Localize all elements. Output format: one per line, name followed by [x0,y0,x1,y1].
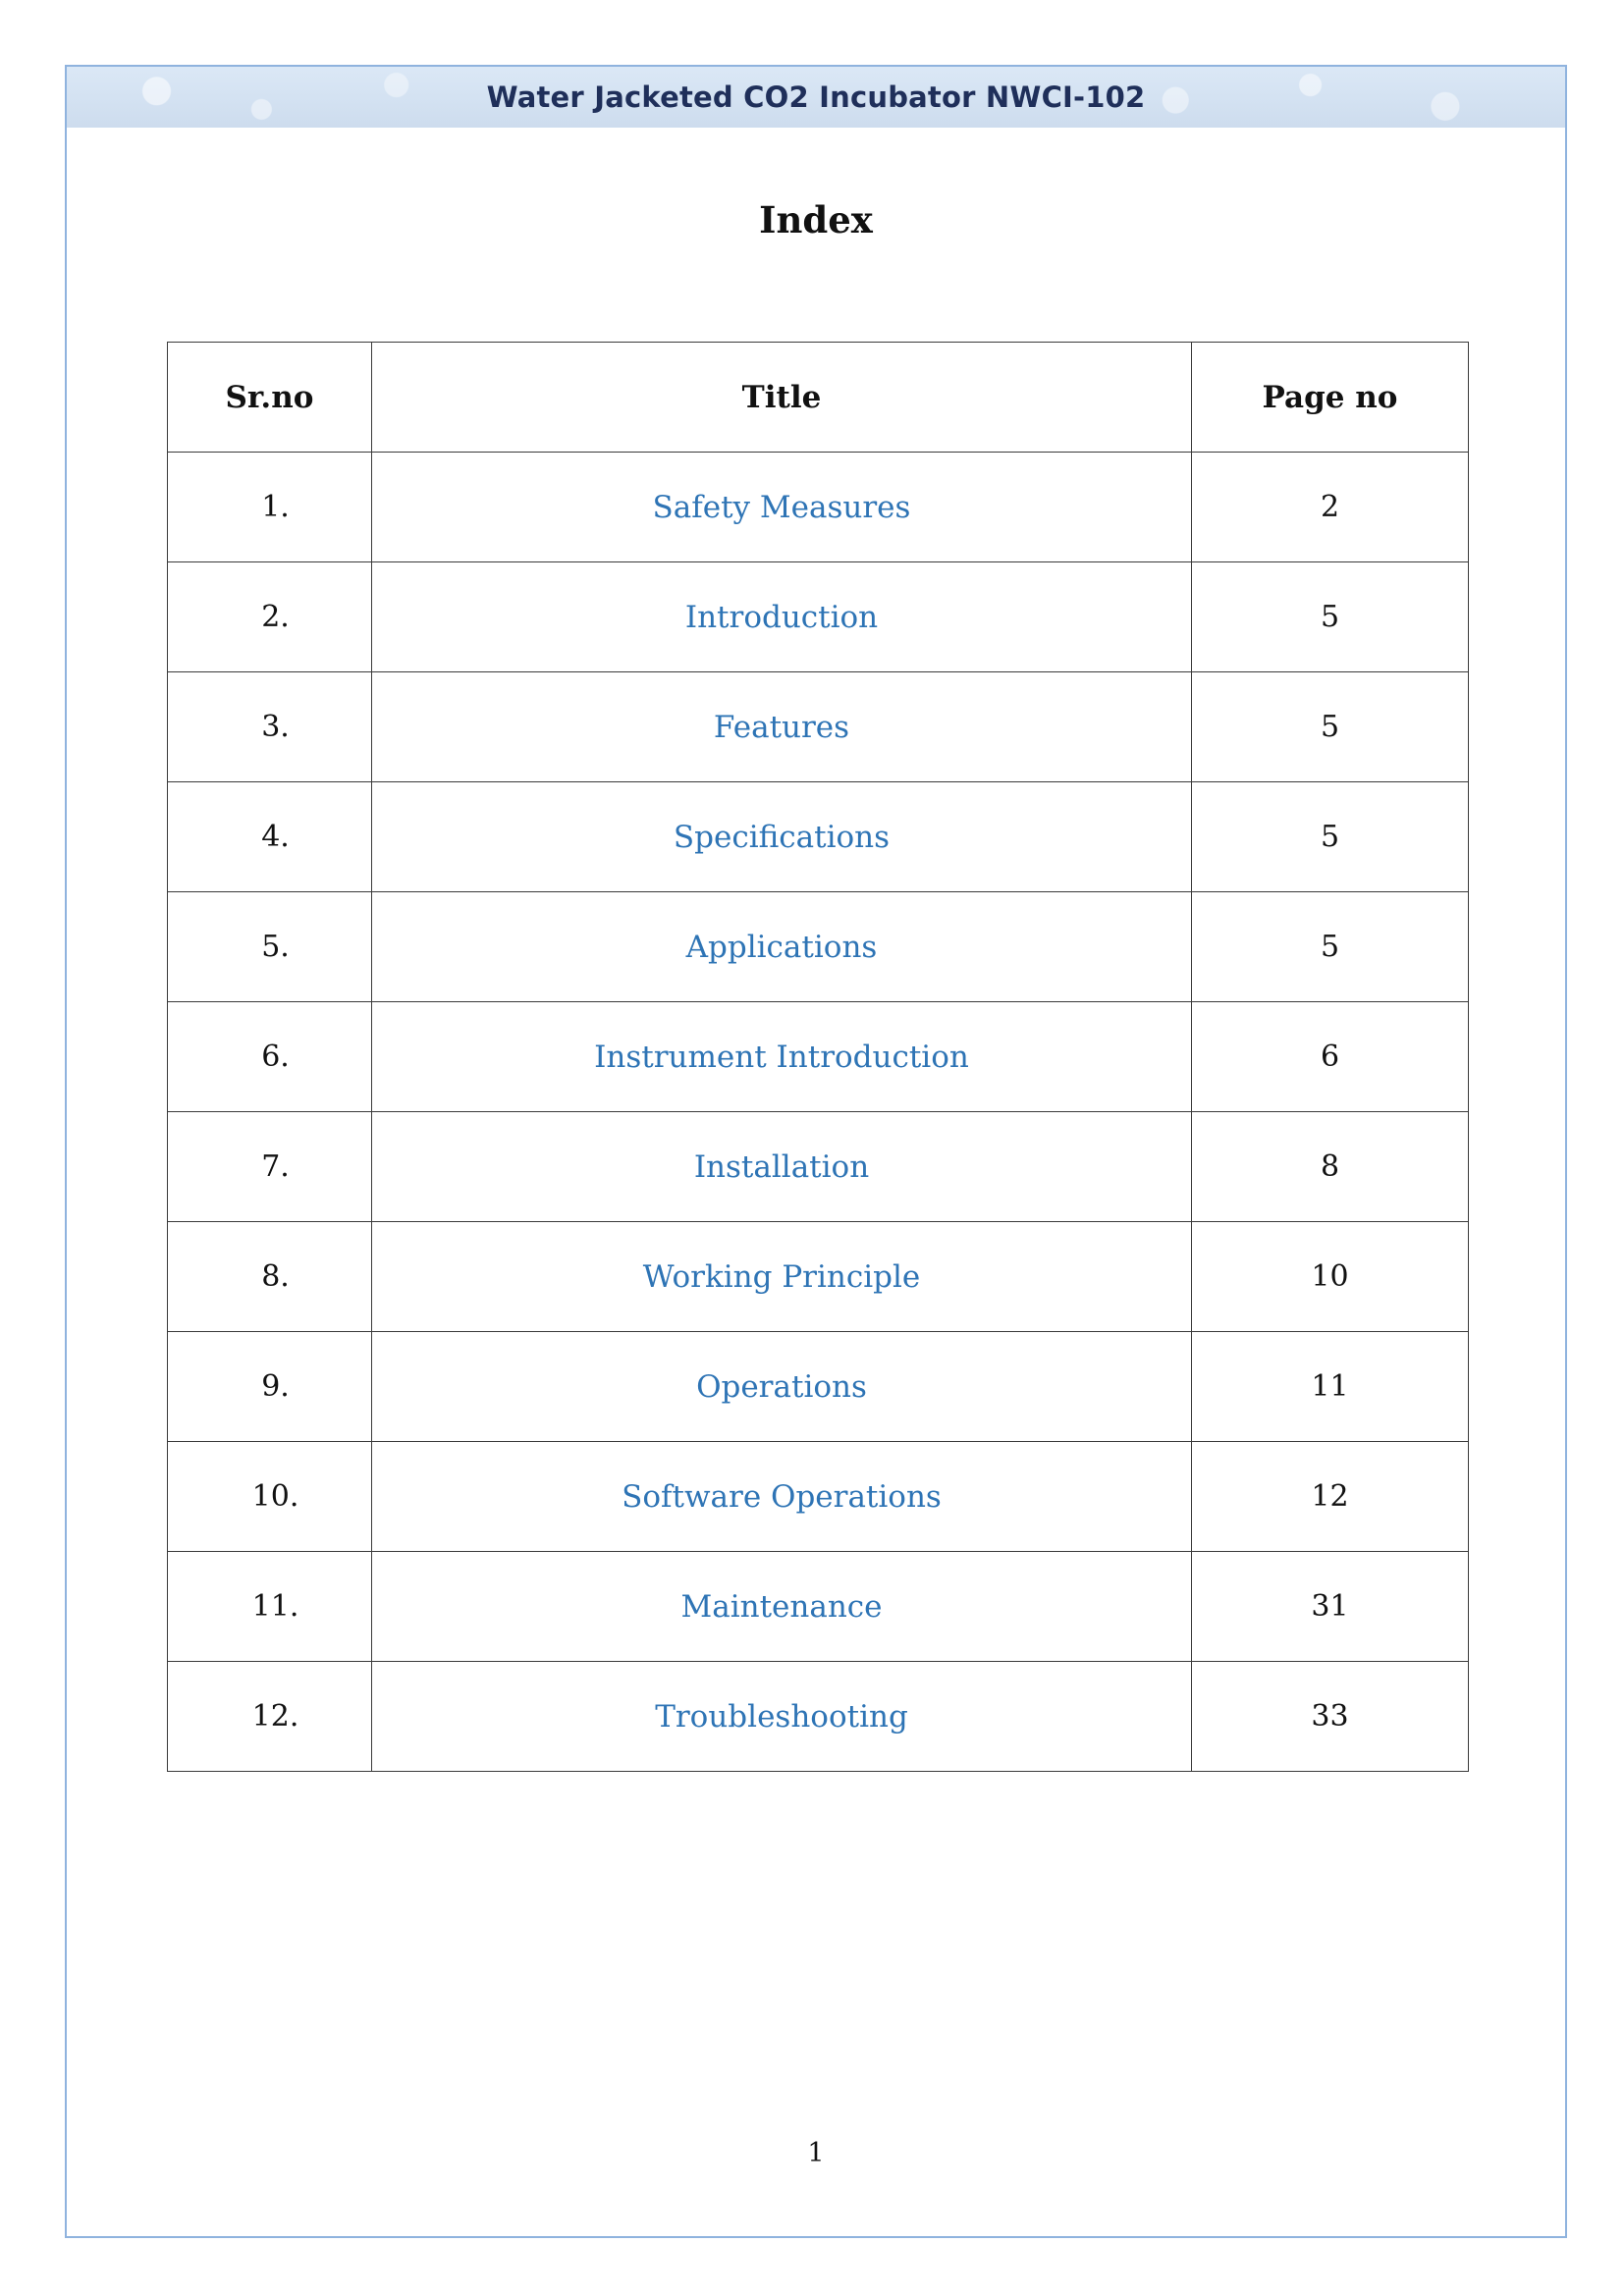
row-sr-no: 5. [168,892,372,1002]
document-header [67,67,1565,128]
row-page-no: 2 [1192,453,1469,562]
row-sr-no: 7. [168,1112,372,1222]
row-sr-no: 2. [168,562,372,672]
table-row [168,1442,1469,1552]
row-title-cell [372,1332,1192,1442]
table-row [168,1222,1469,1332]
index-heading: Index [759,198,873,241]
table-row [168,782,1469,892]
header-page-no: Page no [1192,343,1469,453]
row-page-no: 5 [1192,782,1469,892]
toc-link-instrument-introduction[interactable]: Instrument Introduction [594,1039,969,1075]
row-title-cell [372,1442,1192,1552]
row-page-no: 31 [1192,1552,1469,1662]
toc-link-maintenance[interactable]: Maintenance [680,1588,883,1625]
toc-link-working-principle[interactable]: Working Principle [642,1258,921,1295]
row-title-cell [372,1002,1192,1112]
header-title: Title [372,343,1192,453]
row-sr-no: 6. [168,1002,372,1112]
row-page-no: 12 [1192,1442,1469,1552]
row-sr-no: 11. [168,1552,372,1662]
table-row [168,672,1469,782]
row-page-no: 11 [1192,1332,1469,1442]
row-page-no: 6 [1192,1002,1469,1112]
toc-link-troubleshooting[interactable]: Troubleshooting [655,1698,908,1735]
toc-link-specifications[interactable]: Specifications [673,819,891,855]
toc-link-applications[interactable]: Applications [685,929,878,965]
table-row [168,892,1469,1002]
row-title-cell [372,453,1192,562]
row-title-cell [372,1222,1192,1332]
row-page-no: 8 [1192,1112,1469,1222]
row-sr-no: 12. [168,1662,372,1772]
page-frame [65,65,1567,2238]
row-sr-no: 1. [168,453,372,562]
table-row [168,1662,1469,1772]
row-sr-no: 8. [168,1222,372,1332]
row-title-cell [372,1662,1192,1772]
toc-link-introduction[interactable]: Introduction [684,599,879,635]
document-title: Water Jacketed CO2 Incubator NWCI-102 [486,80,1146,114]
row-title-cell [372,892,1192,1002]
row-sr-no: 10. [168,1442,372,1552]
row-title-cell [372,672,1192,782]
toc-link-features[interactable]: Features [713,709,850,745]
row-page-no: 10 [1192,1222,1469,1332]
table-header-row [168,343,1469,453]
table-row [168,1112,1469,1222]
row-sr-no: 3. [168,672,372,782]
table-row [168,1002,1469,1112]
row-page-no: 5 [1192,562,1469,672]
table-row [168,562,1469,672]
row-title-cell [372,1552,1192,1662]
row-sr-no: 9. [168,1332,372,1442]
row-title-cell [372,562,1192,672]
row-title-cell [372,1112,1192,1222]
row-page-no: 5 [1192,672,1469,782]
toc-link-installation[interactable]: Installation [693,1148,870,1185]
toc-link-software-operations[interactable]: Software Operations [622,1478,942,1515]
row-sr-no: 4. [168,782,372,892]
row-page-no: 33 [1192,1662,1469,1772]
header-sr-no: Sr.no [168,343,372,453]
table-of-contents [167,342,1469,1772]
row-page-no: 5 [1192,892,1469,1002]
table-row [168,1552,1469,1662]
toc-link-safety-measures[interactable]: Safety Measures [652,489,911,525]
row-title-cell [372,782,1192,892]
page-number: 1 [807,2138,825,2168]
table-row [168,453,1469,562]
toc-link-operations[interactable]: Operations [696,1368,867,1405]
table-row [168,1332,1469,1442]
